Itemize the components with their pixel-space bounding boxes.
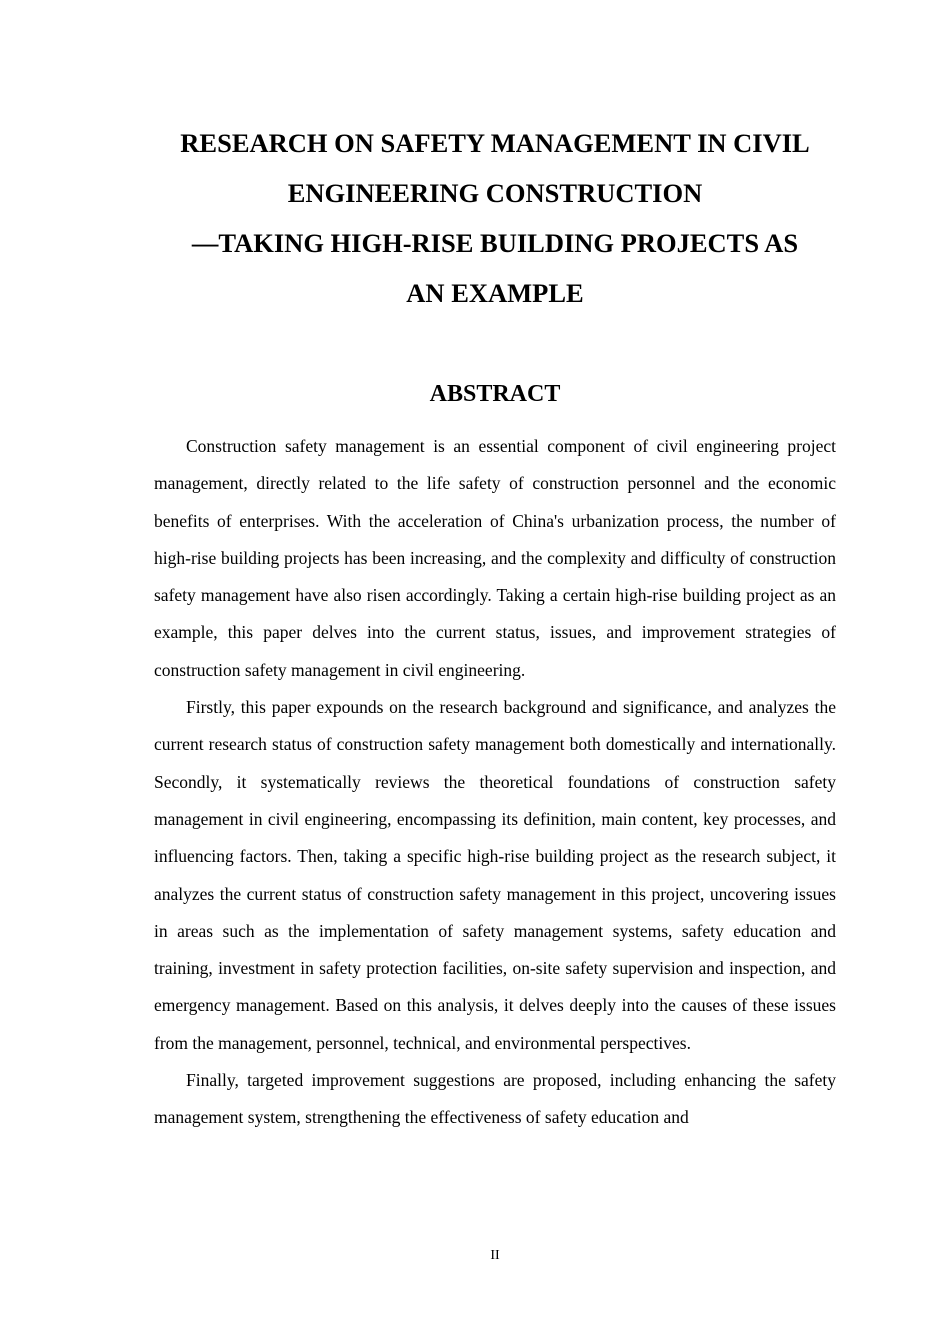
page-number: II <box>490 1248 500 1263</box>
abstract-paragraph: Firstly, this paper expounds on the research background and significance, and analyzes the current research status of construction safety management both domestically and internationally. Secondly, it systematically reviews the theoretical foundations of construction safety management in civil engineering, encompassing its definition, main content, key processes, and influencing factors. Then, taking a specific high-rise building project as the research subject, it analyzes the current status of construction safety management in this project, uncovering issues in areas such as the implementation of safety management systems, safety education and training, investment in safety protection facilities, on-site safety supervision and inspection, and emergency management. Based on this analysis, it delves deeply into the causes of these issues from the management, personnel, technical, and environmental perspectives. <box>154 697 836 1053</box>
title-line: —TAKING HIGH-RISE BUILDING PROJECTS AS <box>191 228 799 258</box>
title-line: ENGINEERING CONSTRUCTION <box>287 178 703 208</box>
document-page <box>154 118 836 1137</box>
abstract-heading: ABSTRACT <box>429 381 561 407</box>
document-title <box>154 118 836 318</box>
abstract-paragraph: Finally, targeted improvement suggestions are proposed, including enhancing the safety management system, strengthening the effectiveness of safety education and <box>154 1070 836 1128</box>
abstract-paragraph: Construction safety management is an essential component of civil engineering project management, directly related to the life safety of construction personnel and the economic benefits of enterprises. With the acceleration of China's urbanization process, the number of high-rise building projects has been increasing, and the complexity and difficulty of construction safety management have also risen accordingly. Taking a certain high-rise building project as an example, this paper delves into the current status, issues, and improvement strategies of construction safety management in civil engineering. <box>154 436 836 680</box>
title-line: RESEARCH ON SAFETY MANAGEMENT IN CIVIL <box>180 128 810 158</box>
abstract-body <box>154 428 836 1137</box>
title-line: AN EXAMPLE <box>406 278 584 308</box>
